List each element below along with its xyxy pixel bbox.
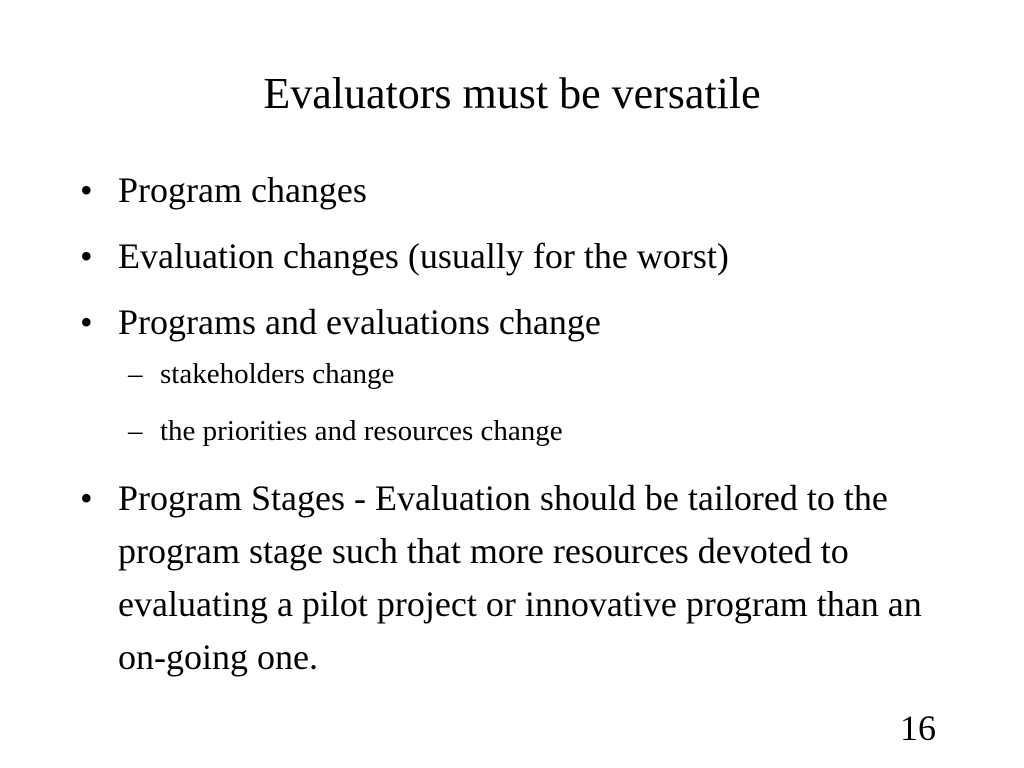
sub-bullet-item [80,409,960,454]
page-number: 16 [900,708,936,748]
bullet-text: Program Stages - Evaluation should be tailored to the program stage such that more resources devoted to evaluating a pilot project or innovative program than an on-going one. [118,478,922,677]
bullet-item [80,230,960,282]
bullet-item [80,472,960,684]
sub-bullet-text: the priorities and resources change [160,415,563,447]
bullet-text: Program changes [118,170,367,210]
slide-title: Evaluators must be versatile [263,69,761,118]
bullet-item [80,164,960,216]
bullet-marker: • [80,236,93,276]
bullet-text: Evaluation changes (usually for the worst) [118,236,729,276]
sub-bullet-item [80,352,960,397]
bullet-item [80,296,960,348]
sub-bullet-text: stakeholders change [160,358,395,390]
sub-bullet-marker: – [128,415,143,447]
bullet-marker: • [80,170,93,210]
bullet-text: Programs and evaluations change [118,302,601,342]
bullet-marker: • [80,302,93,342]
slide-body [80,164,960,698]
sub-bullet-marker: – [128,358,143,390]
bullet-marker: • [80,478,93,518]
